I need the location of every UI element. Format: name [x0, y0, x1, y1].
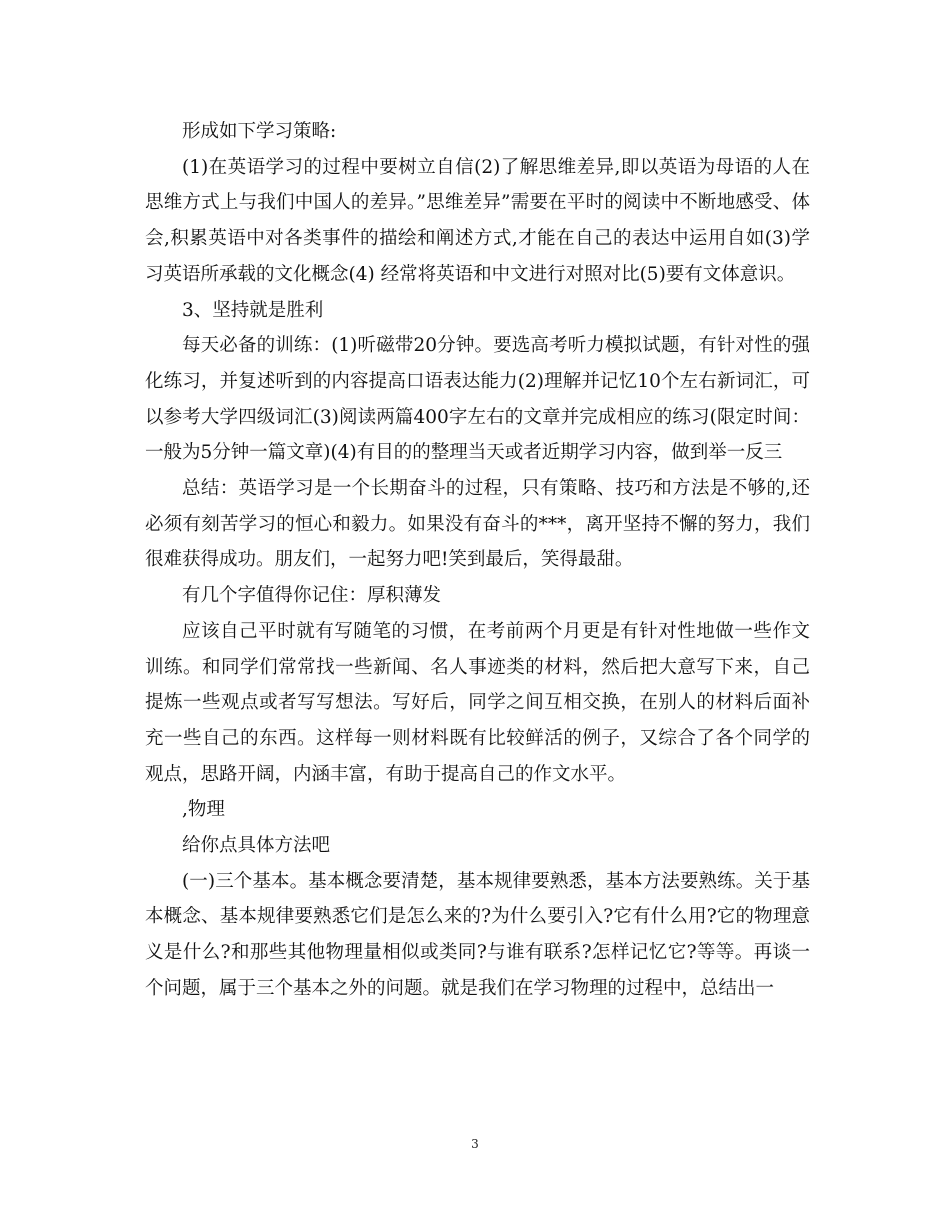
paragraph-remember-words: 有几个字值得你记住：厚积薄发	[182, 585, 442, 607]
paragraph-essay-practice: 应该自己平时就有写随笔的习惯，在考前两个月更是有针对性地做一些作文训练。和同学们常常找一些新闻、名人事迹类的材料，然后把大意写下来，自己提炼一些观点或者写写想法。写好后，同学之间互相交换，在别人的材料后面补充一些自己的东西。这样每一则材料既有比较鲜活的例子，又综合了各个同学的观点，思路开阔，内涵丰富，有助于提高自己的作文水平。	[145, 620, 810, 785]
paragraph-heading-persistence: 3、坚持就是胜利	[182, 299, 324, 321]
paragraph-three-basics: (一)三个基本。基本概念要清楚，基本规律要熟悉，基本方法要熟练。关于基本概念、基本规律要熟悉它们是怎么来的?为什么要引入?它有什么用?它的物理意义是什么?和那些其他物理量相似或类同?与谁有联系?怎样记忆它?等等。再谈一个问题，属于三个基本之外的问题。就是我们在学习物理的过程中，总结出一	[145, 870, 810, 999]
paragraph-summary: 总结：英语学习是一个长期奋斗的过程，只有策略、技巧和方法是不够的,还必须有刻苦学习的恒心和毅力。如果没有奋斗的***，离开坚持不懈的努力，我们很难获得成功。朋友们，一起努力吧!笑到最后，笑得最甜。	[145, 478, 810, 571]
paragraph-daily-training: 每天必备的训练：(1)听磁带20分钟。要选高考听力模拟试题，有针对性的强化练习，并复述听到的内容提高口语表达能力(2)理解并记忆10个左右新词汇，可以参考大学四级词汇(3)阅读两篇400字左右的文章并完成相应的练习(限定时间：一般为5分钟一篇文章)(4)有目的的整理当天或者近期学习内容，做到举一反三	[145, 335, 810, 464]
paragraph-english-strategies: (1)在英语学习的过程中要树立自信(2)了解思维差异,即以英语为母语的人在思维方式上与我们中国人的差异。”思维差异”需要在平时的阅读中不断地感受、体会,积累英语中对各类事件的描绘和阐述方式,才能在自己的表达中运用自如(3)学习英语所承载的文化概念(4) 经常将英语和中文进行对照对比(5)要有文体意识。	[145, 156, 810, 285]
paragraph-heading-physics: ,物理	[182, 799, 225, 821]
paragraph-strategy-intro: 形成如下学习策略:	[182, 121, 337, 142]
page-number: 3	[471, 1137, 479, 1151]
document-body	[145, 114, 810, 1007]
paragraph-methods-intro: 给你点具体方法吧	[182, 835, 331, 857]
